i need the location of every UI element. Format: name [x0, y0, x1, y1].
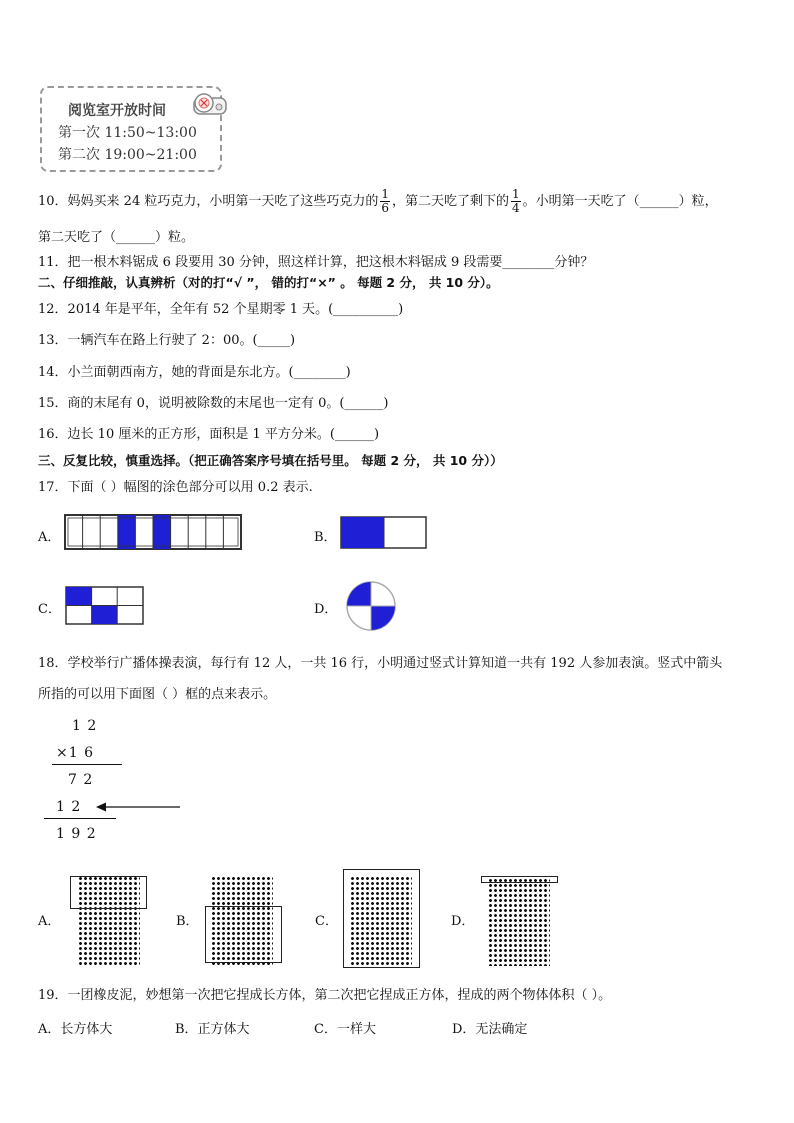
question-18-line-1: 18．学校举行广播体操表演，每行有 12 人，一共 16 行，小明通过竖式计算知道一共有 192 人参加表演。竖式中箭头 — [38, 656, 723, 671]
q19-option-c: C．一样大 — [314, 1022, 376, 1037]
q18-option-a-label: A． — [38, 914, 61, 929]
q18-option-b-label: B． — [176, 914, 199, 929]
section-3-heading: 三、反复比较，慎重选择。（把正确答案序号填在括号里。 每题 2 分， 共 10 分）） — [38, 453, 503, 468]
highlight-box-a — [70, 876, 147, 909]
question-15: 15．商的末尾有 0，说明被除数的末尾也一定有 0。(______) — [38, 396, 389, 411]
section-2-heading: 二、仔细推敲，认真辨析（对的打“√ ”， 错的打“×” 。 每题 2 分， 共 10 分）。 — [38, 275, 499, 290]
q17-option-a-label: A． — [38, 530, 61, 545]
q17-figure-b-bar — [340, 516, 428, 550]
question-17: 17．下面（ ）幅图的涂色部分可以用 0.2 表示. — [38, 480, 313, 495]
q10-text-1: 10．妈妈买来 24 粒巧克力，小明第一天吃了这些巧克力的 — [38, 194, 379, 209]
q17-figure-c-grid — [65, 586, 145, 626]
dot-array-d — [488, 878, 550, 966]
question-14: 14．小兰面朝西南方，她的背面是东北方。(________) — [38, 365, 351, 380]
q17-option-c-label: C． — [38, 602, 61, 617]
calc-multiplier: ×1 6 — [56, 745, 94, 761]
sign-row-2: 第二次 19:00~21:00 — [58, 147, 197, 163]
sign-row-1: 第一次 11:50~13:00 — [58, 125, 197, 141]
sign-title: 阅览室开放时间 — [68, 103, 166, 119]
highlight-box-c — [343, 869, 420, 968]
calc-product: 1 9 2 — [56, 826, 97, 842]
question-19: 19．一团橡皮泥，妙想第一次把它捏成长方体，第二次把它捏成正方体，捏成的两个物体体积（ ）。 — [38, 988, 612, 1003]
question-12: 12．2014 年是平年，全年有 52 个星期零 1 天。(__________) — [38, 302, 404, 317]
q19-option-a: A．长方体大 — [38, 1022, 113, 1037]
question-13: 13．一辆汽车在路上行驶了 2：00。(_____) — [38, 333, 296, 348]
fraction-one-fourth: $\frac{1}{4}$ — [512, 187, 520, 215]
calc-multiplicand: 1 2 — [72, 718, 98, 734]
question-18-line-2: 所指的可以用下面图（ ）框的点来表示。 — [38, 687, 277, 702]
q17-figure-d-circle — [345, 578, 399, 634]
projector-icon — [190, 90, 230, 120]
highlight-box-d — [481, 876, 558, 883]
calc-rule-2 — [44, 818, 116, 819]
highlight-box-b — [205, 906, 282, 963]
q19-option-d: D．无法确定 — [452, 1022, 528, 1037]
reading-room-sign — [40, 86, 222, 172]
q18-option-d-label: D． — [451, 914, 475, 929]
q17-option-b-label: B． — [314, 530, 337, 545]
q17-option-d-label: D． — [314, 602, 338, 617]
question-11: 11．把一根木料锯成 6 段要用 30 分钟，照这样计算，把这根木料锯成 9 段需要________分钟？ — [38, 255, 594, 270]
arrow-left-icon — [94, 800, 184, 814]
question-10 — [38, 188, 718, 215]
q17-figure-a-strip — [64, 514, 244, 552]
calc-partial-1: 7 2 — [68, 772, 94, 788]
question-16: 16．边长 10 厘米的正方形，面积是 1 平方分米。(______) — [38, 427, 380, 442]
q10-text-3: 。小明第一天吃了（______）粒， — [522, 194, 718, 209]
q10-text-2: ，第二天吃了剩下的 — [392, 194, 510, 209]
calc-rule-1 — [52, 764, 122, 765]
calc-partial-2: 1 2 — [56, 799, 82, 815]
fraction-one-sixth: $\frac{1}{6}$ — [381, 187, 389, 215]
question-10-line-2: 第二天吃了（______）粒。 — [38, 230, 195, 245]
q18-option-c-label: C． — [315, 914, 338, 929]
q19-option-b: B．正方体大 — [175, 1022, 250, 1037]
